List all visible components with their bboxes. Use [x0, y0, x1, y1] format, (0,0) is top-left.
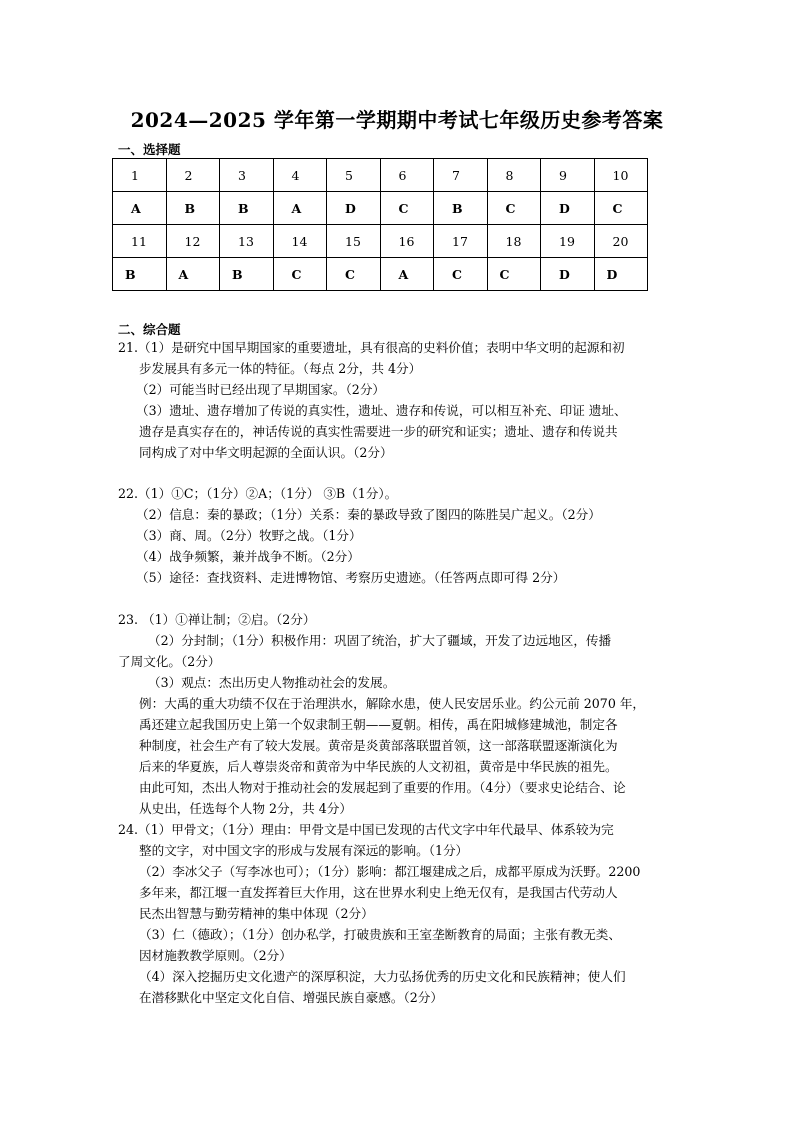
answer-line: 22.（1）①C；（1分）②A；（1分） ③B（1分）。: [118, 486, 398, 501]
table-cell: 13: [220, 225, 274, 258]
answer-line: 后来的华夏族，后人尊崇炎帝和黄帝为中华民族的人文初祖，黄帝是中华民族的祖先。: [139, 759, 618, 774]
table-cell: C: [327, 258, 381, 291]
table-cell: 11: [113, 225, 167, 258]
answer-table: [112, 158, 648, 291]
table-cell: C: [434, 258, 488, 291]
table-cell: 14: [273, 225, 327, 258]
answer-line: 多年来，都江堰一直发挥着巨大作用，这在世界水利史上绝无仅有，是我国古代劳动人: [139, 885, 618, 900]
table-cell: 9: [541, 159, 595, 192]
answer-line: （2）可能当时已经出现了早期国家。（2分）: [136, 382, 386, 397]
answer-line: 步发展具有多元一体的特征。（每点 2分，共 4分）: [139, 361, 422, 376]
table-cell: 6: [380, 159, 434, 192]
answer-line: （3）仁（德政）；（1分）创办私学，打破贵族和王室垄断教育的局面；主张有教无类、: [139, 927, 621, 942]
answer-line: 23. （1）①禅让制；②启。（2分）: [118, 612, 316, 627]
table-cell: 5: [327, 159, 381, 192]
answer-line: （2）信息：秦的暴政；（1分）关系：秦的暴政导致了图四的陈胜吴广起义。（2分）: [136, 507, 601, 522]
table-cell: 12: [166, 225, 220, 258]
table-cell: A: [273, 192, 327, 225]
table-cell: 16: [380, 225, 434, 258]
table-cell: 18: [487, 225, 541, 258]
table-cell: B: [113, 258, 167, 291]
section-heading-comprehensive: 二、综合题: [118, 322, 181, 337]
table-cell: C: [487, 258, 541, 291]
table-cell: B: [220, 258, 274, 291]
table-cell: D: [327, 192, 381, 225]
table-cell: 4: [273, 159, 327, 192]
table-cell: B: [220, 192, 274, 225]
table-row: [113, 192, 648, 225]
answer-line: 因材施教教学原则。（2分）: [139, 948, 292, 963]
answer-line: 24.（1）甲骨文；（1分）理由：甲骨文是中国已发现的古代文字中年代最早、体系较为完: [118, 822, 614, 837]
answer-line: （2）分封制；（1分）积极作用：巩固了统治，扩大了疆域，开发了边远地区，传播: [148, 633, 612, 648]
answer-line: 整的文字，对中国文字的形成与发展有深远的影响。（1分）: [139, 843, 469, 858]
table-cell: D: [594, 258, 648, 291]
answer-line: 由此可知，杰出人物对于推动社会的发展起到了重要的作用。（4分）（要求史论结合、论: [139, 780, 626, 795]
table-cell: 20: [594, 225, 648, 258]
answer-line: 在潜移默化中坚定文化自信、增强民族自豪感。（2分）: [139, 990, 443, 1005]
table-cell: C: [273, 258, 327, 291]
table-cell: A: [166, 258, 220, 291]
table-cell: 2: [166, 159, 220, 192]
table-cell: B: [434, 192, 488, 225]
table-cell: 7: [434, 159, 488, 192]
answer-line: 了周文化。（2分）: [118, 654, 221, 669]
answer-line: （3）观点：杰出历史人物推动社会的发展。: [148, 675, 396, 690]
answer-line: 禹还建立起我国历史上第一个奴隶制王朝——夏朝。相传，禹在阳城修建城池，制定各: [139, 717, 618, 732]
answer-line: 例：大禹的重大功绩不仅在于治理洪水，解除水患，使人民安居乐业。约公元前 2070 年，: [139, 696, 646, 711]
table-row: [113, 225, 648, 258]
answer-line: 同构成了对中华文明起源的全面认识。（2分）: [139, 445, 393, 460]
table-cell: B: [166, 192, 220, 225]
answer-line: 种制度，社会生产有了较大发展。黄帝是炎黄部落联盟首领，这一部落联盟逐渐演化为: [139, 738, 618, 753]
answer-line: 21.（1）是研究中国早期国家的重要遗址，具有很高的史料价值；表明中华文明的起源和初: [118, 340, 625, 355]
answer-line: （4）深入挖掘历史文化遗产的深厚积淀，大力弘扬优秀的历史文化和民族精神；使人们: [139, 969, 626, 984]
answer-line: （3）商、周。（2分）牧野之战。（1分）: [136, 528, 362, 543]
table-cell: 19: [541, 225, 595, 258]
table-cell: 3: [220, 159, 274, 192]
answer-line: 遗存是真实存在的，神话传说的真实性需要进一步的研究和证实；遗址、遗存和传说共: [139, 424, 618, 439]
table-cell: 17: [434, 225, 488, 258]
answer-line: （2）李冰父子（写李冰也可）；（1分）影响：都江堰建成之后，成都平原成为沃野。2200: [139, 864, 641, 879]
table-cell: 1: [113, 159, 167, 192]
answer-line: 民杰出智慧与勤劳精神的集中体现（2分）: [139, 906, 374, 921]
table-cell: D: [541, 258, 595, 291]
table-cell: C: [487, 192, 541, 225]
table-cell: D: [541, 192, 595, 225]
table-row: [113, 159, 648, 192]
answer-line: （5）途径：查找资料、走进博物馆、考察历史遗迹。（任答两点即可得 2分）: [136, 570, 566, 585]
table-cell: 8: [487, 159, 541, 192]
answer-line: 从史出，任选每个人物 2分，共 4分）: [139, 801, 352, 816]
table-row: [113, 258, 648, 291]
table-cell: 10: [594, 159, 648, 192]
answer-line: （4）战争频繁，兼并战争不断。（2分）: [136, 549, 360, 564]
answer-line: （3）遗址、遗存增加了传说的真实性，遗址、遗存和传说，可以相互补充、印证 遗址、: [136, 403, 627, 418]
table-cell: A: [113, 192, 167, 225]
table-cell: 15: [327, 225, 381, 258]
page-title: 2024—2025 学年第一学期期中考试七年级历史参考答案: [130, 108, 664, 132]
table-cell: C: [380, 192, 434, 225]
table-cell: A: [380, 258, 434, 291]
section-heading-choice: 一、选择题: [118, 142, 181, 157]
table-cell: C: [594, 192, 648, 225]
